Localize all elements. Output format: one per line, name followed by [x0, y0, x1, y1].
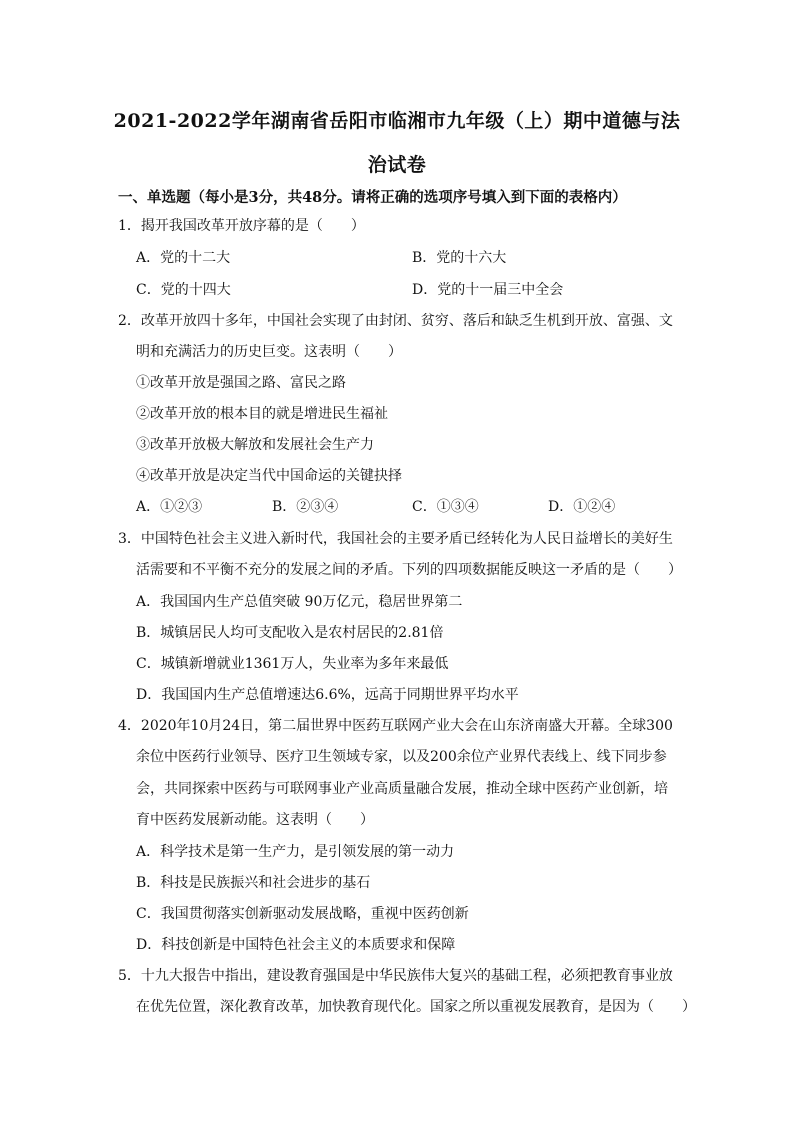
question-4-option-d: D．科技创新是中国特色社会主义的本质要求和保障 — [136, 937, 456, 953]
question-4-stem-line-2: 余位中医药行业领导、医疗卫生领域专家，以及200余位产业界代表线上、线下同步参 — [136, 749, 667, 765]
question-1-option-d: D．党的十一届三中全会 — [412, 282, 564, 298]
question-2-option-c: C．①③④ — [412, 499, 479, 515]
question-4-option-a: A．科学技术是第一生产力，是引领发展的第一动力 — [136, 844, 455, 860]
question-5-stem-line-2: 在优先位置，深化教育改革，加快教育现代化。国家之所以重视发展教育，是因为（ ） — [136, 999, 696, 1015]
question-4-option-b: B．科技是民族振兴和社会进步的基石 — [136, 875, 371, 891]
question-2-option-b: B．②③④ — [272, 499, 339, 515]
question-3-stem-line-2: 活需要和不平衡不充分的发展之间的矛盾。下列的四项数据能反映这一矛盾的是（ ） — [136, 562, 682, 578]
question-1-option-a: A．党的十二大 — [136, 250, 231, 266]
question-3-option-d: D．我国国内生产总值增速达6.6%，远高于同期世界平均水平 — [136, 687, 519, 703]
exam-title-line-1: 2021-2022学年湖南省岳阳市临湘市九年级（上）期中道德与法 — [113, 110, 681, 132]
question-2-statement-3: ③改革开放极大解放和发展社会生产力 — [136, 437, 374, 453]
question-3-stem-line-1: 3．中国特色社会主义进入新时代，我国社会的主要矛盾已经转化为人民日益增长的美好生 — [118, 531, 673, 547]
question-4-stem-line-3: 会，共同探索中医药与可联网事业产业高质量融合发展，推动全球中医药产业创新，培 — [136, 781, 668, 797]
question-1-option-b: B．党的十六大 — [412, 250, 507, 266]
question-2-statement-2: ②改革开放的根本目的就是增进民生福祉 — [136, 406, 388, 422]
question-1-stem: 1．揭开我国改革开放序幕的是（ ） — [118, 218, 365, 234]
question-4-stem-line-4: 育中医药发展新动能。这表明（ ） — [136, 812, 374, 828]
question-3-option-c: C．城镇新增就业1361万人，失业率为多年来最低 — [136, 656, 449, 672]
question-1-option-c: C．党的十四大 — [136, 282, 231, 298]
question-2-stem-line-1: 2．改革开放四十多年，中国社会实现了由封闭、贫穷、落后和缺乏生机到开放、富强、文 — [118, 313, 673, 329]
question-3-option-a: A．我国国内生产总值突破 90万亿元，稳居世界第二 — [136, 594, 463, 610]
question-4-stem-line-1: 4．2020年10月24日，第二届世界中医药互联网产业大会在山东济南盛大开幕。全球300 — [118, 718, 673, 734]
question-2-statement-4: ④改革开放是决定当代中国命运的关键抉择 — [136, 468, 402, 484]
question-2-statement-1: ①改革开放是强国之路、富民之路 — [136, 375, 346, 391]
question-3-option-b: B．城镇居民人均可支配收入是农村居民的2.81倍 — [136, 625, 444, 641]
question-4-option-c: C．我国贯彻落实创新驱动发展战略，重视中医药创新 — [136, 906, 469, 922]
question-5-stem-line-1: 5．十九大报告中指出，建设教育强国是中华民族伟大复兴的基础工程，必须把教育事业放 — [118, 968, 673, 984]
question-2-stem-line-2: 明和充满活力的历史巨变。这表明（ ） — [136, 344, 402, 360]
question-2-option-a: A．①②③ — [136, 499, 203, 515]
question-2-option-d: D．①②④ — [548, 499, 616, 515]
section-heading: 一、单选题（每小是3分，共48分。请将正确的选项序号填入到下面的表格内） — [118, 189, 627, 206]
exam-title-line-2: 治试卷 — [367, 154, 427, 176]
